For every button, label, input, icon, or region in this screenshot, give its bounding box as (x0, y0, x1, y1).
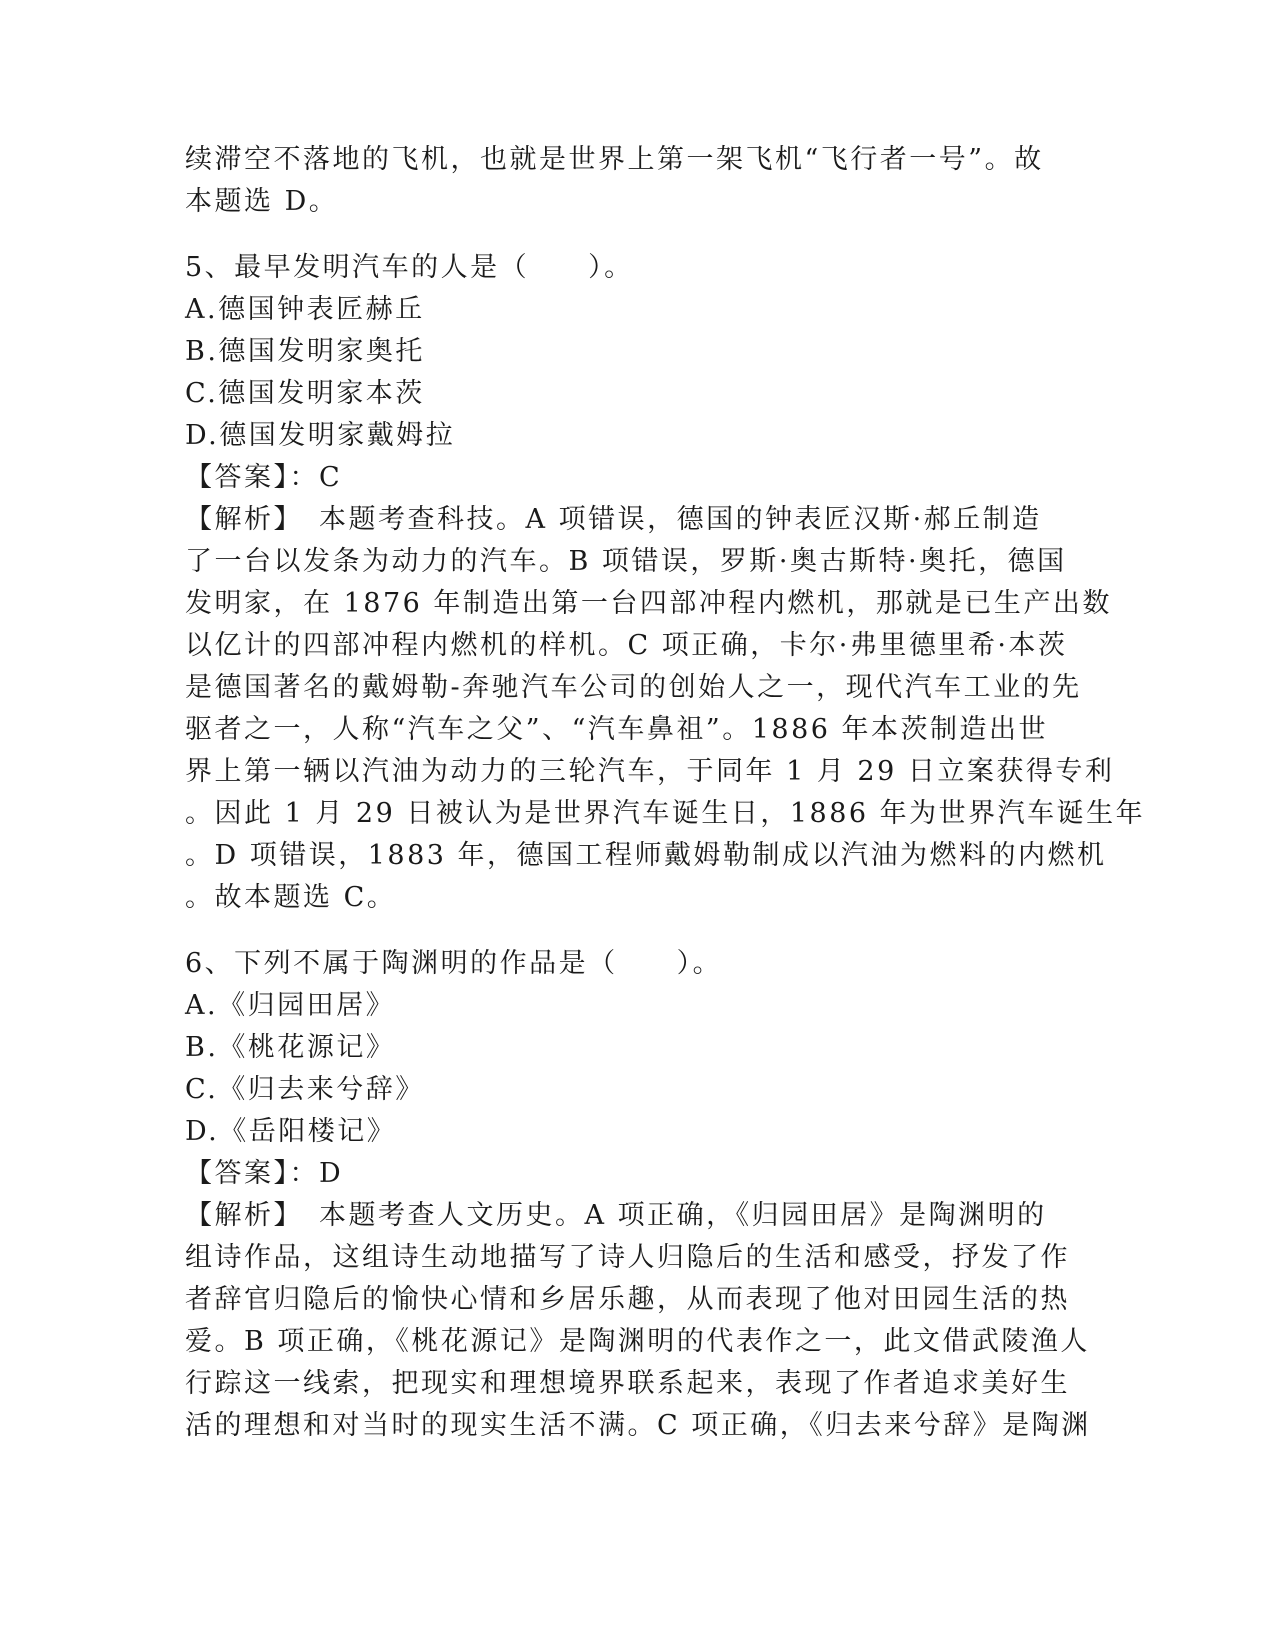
document-page (185, 139, 1146, 1447)
explanation-line: 爱。B 项正确，《桃花源记》是陶渊明的代表作之一，此文借武陵渔人 (185, 1326, 1090, 1357)
option-c: C.德国发明家本茨 (185, 378, 425, 409)
explanation-line: 。因此 1 月 29 日被认为是世界汽车诞生日，1886 年为世界汽车诞生年 (185, 798, 1146, 829)
answer: 【答案】：C (185, 462, 343, 493)
explanation-line: 组诗作品，这组诗生动地描写了诗人归隐后的生活和感受，抒发了作 (185, 1242, 1070, 1273)
explanation-line: 。D 项错误，1883 年，德国工程师戴姆勒制成以汽油为燃料的内燃机 (185, 840, 1107, 871)
explanation (185, 1195, 1091, 1447)
explanation-line: 【解析】 本题考查科技。A 项错误，德国的钟表匠汉斯·郝丘制造 (185, 504, 1042, 535)
explanation (185, 499, 1146, 919)
previous-explanation-continuation (185, 139, 1085, 223)
option-b: B.德国发明家奥托 (185, 336, 425, 367)
explanation-line: 活的理想和对当时的现实生活不满。C 项正确，《归去来兮辞》是陶渊 (185, 1410, 1091, 1441)
explanation-line: 行踪这一线索，把现实和理想境界联系起来，表现了作者追求美好生 (185, 1368, 1070, 1399)
option-b: B.《桃花源记》 (185, 1032, 396, 1063)
option-d: D.德国发明家戴姆拉 (185, 420, 456, 451)
explanation-line: 驱者之一，人称“汽车之父”、“汽车鼻祖”。1886 年本茨制造出世 (185, 714, 1049, 745)
explanation-line: 以亿计的四部冲程内燃机的样机。C 项正确，卡尔·弗里德里希·本茨 (185, 630, 1068, 661)
option-a: A.德国钟表匠赫丘 (185, 294, 425, 325)
question-stem: 6、下列不属于陶渊明的作品是（ ）。 (185, 948, 723, 979)
option-c: C.《归去来兮辞》 (185, 1074, 425, 1105)
question-stem: 5、最早发明汽车的人是（ ）。 (185, 252, 634, 283)
option-a: A.《归园田居》 (185, 990, 396, 1021)
answer: 【答案】：D (185, 1158, 344, 1189)
explanation-line: 是德国著名的戴姆勒-奔驰汽车公司的创始人之一，现代汽车工业的先 (185, 672, 1082, 703)
explanation-line: 了一台以发条为动力的汽车。B 项错误，罗斯·奥古斯特·奥托，德国 (185, 546, 1067, 577)
explanation-line: 【解析】 本题考查人文历史。A 项正确，《归园田居》是陶渊明的 (185, 1200, 1047, 1231)
question-6 (185, 943, 1091, 1447)
explanation-line: 。故本题选 C。 (185, 882, 397, 913)
explanation-line: 者辞官归隐后的愉快心情和乡居乐趣，从而表现了他对田园生活的热 (185, 1284, 1070, 1315)
explanation-line: 界上第一辆以汽油为动力的三轮汽车，于同年 1 月 29 日立案获得专利 (185, 756, 1115, 787)
text-line: 本题选 D。 (185, 186, 339, 217)
option-d: D.《岳阳楼记》 (185, 1116, 397, 1147)
question-5 (185, 247, 1146, 919)
text-line: 续滞空不落地的飞机，也就是世界上第一架飞机“飞行者一号”。故 (185, 144, 1044, 175)
explanation-line: 发明家，在 1876 年制造出第一台四部冲程内燃机，那就是已生产出数 (185, 588, 1112, 619)
